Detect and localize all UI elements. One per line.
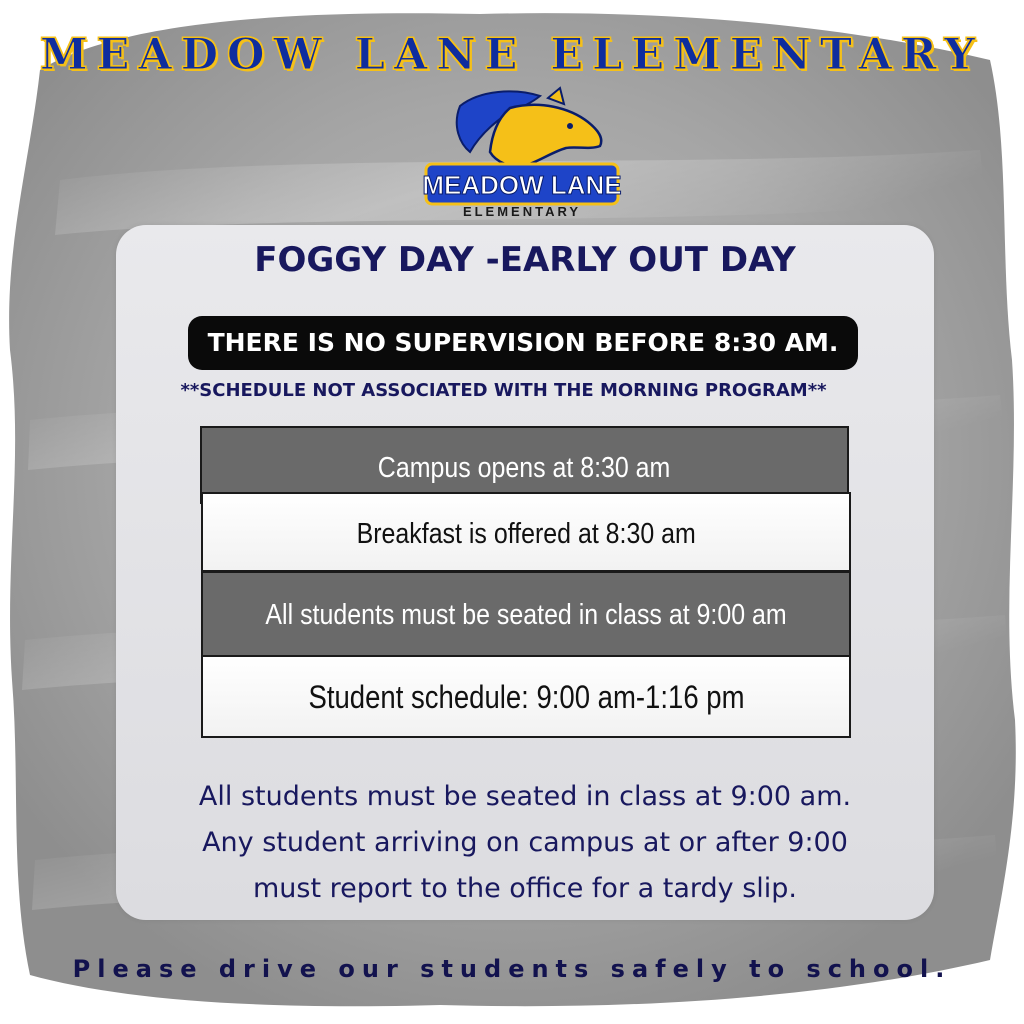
arrival-note [116, 774, 934, 912]
mustang-horse-icon [457, 88, 602, 166]
supervision-notice: THERE IS NO SUPERVISION BEFORE 8:30 AM. [188, 316, 858, 370]
logo-sub-word: ELEMENTARY [462, 204, 582, 219]
footer-message: Please drive our students safely to school. [72, 955, 952, 983]
arrival-line: All students must be seated in class at 9:00 am. [198, 781, 852, 812]
school-title: MEADOW LANE ELEMENTARY [40, 30, 984, 80]
schedule-row-seated [201, 571, 851, 657]
schedule-row-text: Campus opens at 8:30 am [378, 452, 671, 484]
arrival-line: Any student arriving on campus at or after 9:00 [202, 827, 848, 858]
arrival-line: must report to the office for a tardy slip. [252, 873, 798, 904]
school-logo [420, 86, 625, 221]
schedule-row-student-schedule [201, 655, 851, 738]
schedule-row-text: Student schedule: 9:00 am-1:16 pm [307, 679, 744, 715]
schedule-row-text: All students must be seated in class at 9:00 am [265, 599, 787, 631]
schedule-row-text: Breakfast is offered at 8:30 am [356, 518, 696, 550]
schedule-row-breakfast [201, 492, 851, 572]
schedule-sub-notice: **SCHEDULE NOT ASSOCIATED WITH THE MORNING PROGRAM** [180, 380, 827, 401]
panel-heading: FOGGY DAY -EARLY OUT DAY [254, 240, 796, 280]
logo-school-word: MEADOW LANE [422, 170, 622, 200]
